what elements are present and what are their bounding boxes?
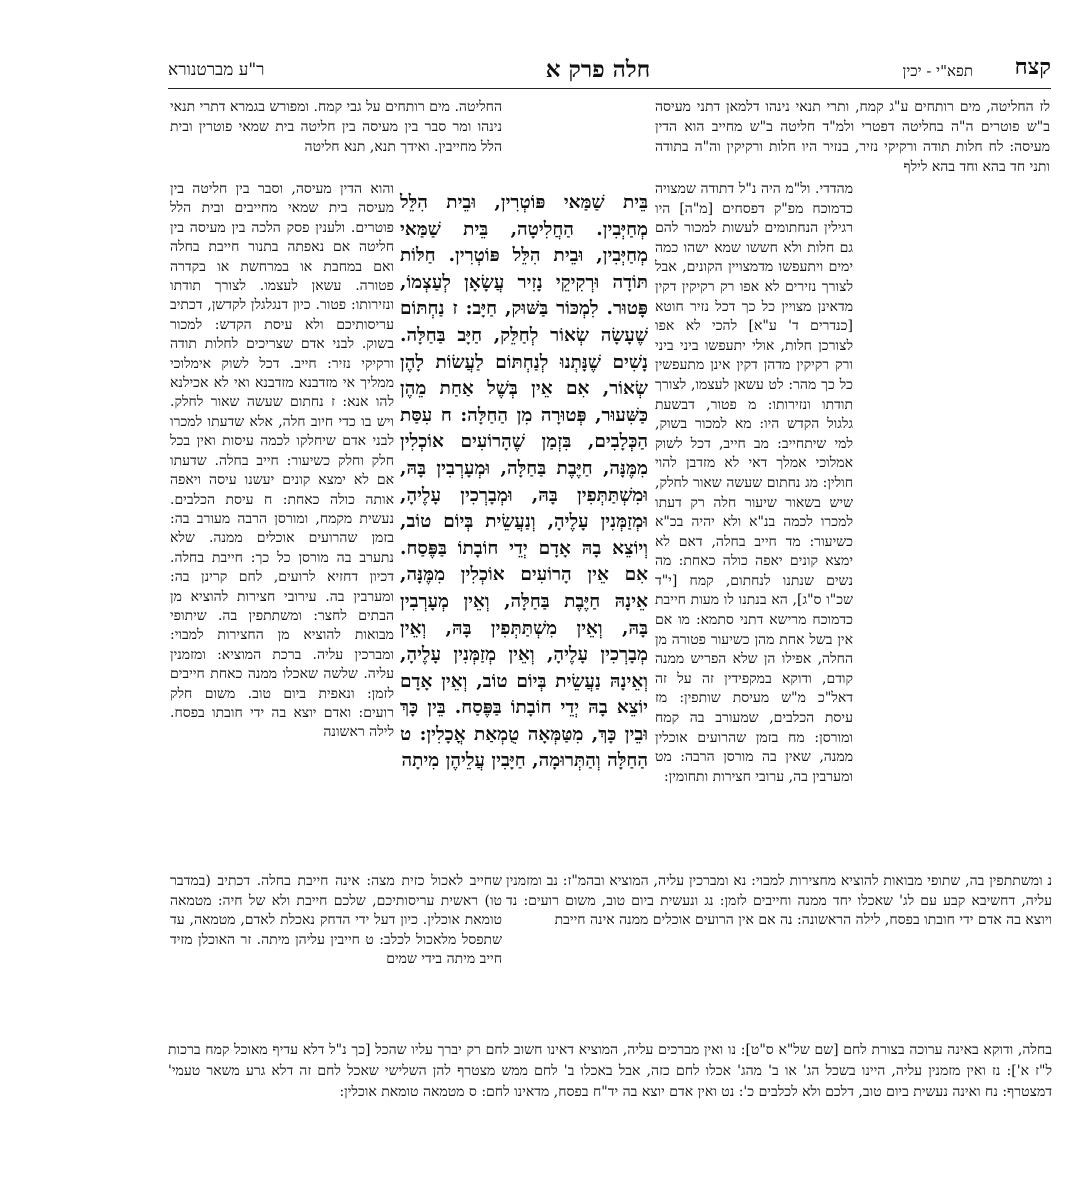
page-header — [168, 54, 1051, 88]
bartenura-commentary-column: והוא הדין מעיסה, וסבר בין חליטה בין מעיסה בית שמאי מחייבים ובית הלל פוטרים. ולענין פסק הלכה בין מעיסה בין חליטה אם נאפתה בתנור חייבת בחלה ואם במחבת או במרחשת או בקדרה פטורה. עשאן לעצמו. לצורך תודתו ונזירותו: פטור. כיון דנגלגלן לקדשן, דכתיב עריסותיכם ולא עיסת הקדש: למכור בשוק. לבני אדם שצריכים לחלות תודה ורקיקי נזיר: חייב. דכל לשוק אימלוכי ממליך אי מזדבנא מזדבנא ואי לא אכילנא להו אנא: ז נחתום שעשה שאור לחלק. ויש בו כדי חיוב חלה, אלא שדעתו למכרו לבני אדם שיחלקו לכמה עיסות ואין בכל חלק וחלק כשיעור: חייב בחלה. שדעתו אם לא ימצא קונים יעשנו עיסה ויאפה אותה כולה כאחת: ח עיסת הכלבים. נעשית מקמח, ומורסן הרבה מעורב בה: בזמן שהרועים אוכלים ממנה. שלא נתערב בה מורסן כל כך: חייבת בחלה. דכיון דחזיא לרועים, לחם קרינן בה: ומערבין בה. עירובי חצירות להוציא מן הבתים לחצר: ומשתתפין בה. שיתופי מבואות להוציא מן החצירות למבוי: ומברכין עליה. ברכת המוציא: ומזמנין עליה. שלשה שאכלו ממנה כאחת חייבים לזמן: ונאפית ביום טוב. משום חלק רועים: ואדם יוצא בה ידי חובתו בפסח. לילה ראשונה — [170, 181, 394, 741]
mishnah-text: בֵּית שַׁמַּאי פּוֹטְרִין, וּבֵית הִלֵּל מְחַיְּבִין. הַחֲלִיטָה, בֵּית שַׁמַּאי מְחַיְּבִין, וּבֵית הִלֵּל פּוֹטְרִין. חַלּוֹת תּוֹדָה וּרְקִיקֵי נָזִיר עֲשָׂאָן לְעַצְמוֹ, פָּטוּר. לִמְכּוֹר בַּשּׁוּק, חַיָּב: ז נַחְתּוֹם שֶׁעָשָׂה שְׂאוֹר לְחַלֵּק, חַיָּב בַּחַלָּה. נָשִׁים שֶׁנָּתְנוּ לְנַחְתּוֹם לַעֲשׂוֹת לָהֶן שְׂאוֹר, אִם אֵין בְּשֶׁל אַחַת מֵהֶן כַּשִּׁעוּר, פְּטוּרָה מִן הַחַלָּה: ח עִסַּת הַכְּלָבִים, בִּזְמַן שֶׁהָרוֹעִים אוֹכְלִין מִמֶּנָּה, חַיֶּבֶת בַּחַלָּה, וּמְעָרְבִין בָּהּ, וּמִשְׁתַּתְּפִין בָּהּ, וּמְבָרְכִין עָלֶיהָ, וּמְזַמְּנִין עָלֶיהָ, וְנַעֲשֵׂית בְּיוֹם טוֹב, וְיוֹצֵא בָהּ אָדָם יְדֵי חוֹבָתוֹ בַּפֶּסַח. אִם אֵין הָרוֹעִים אוֹכְלִין מִמֶּנָּה, אֵינָהּ חַיֶּבֶת בַּחַלָּה, וְאֵין מְעָרְבִין בָּהּ, וְאֵין מִשְׁתַּתְּפִין בָּהּ, וְאֵין מְבָרְכִין עָלֶיהָ, וְאֵין מְזַמְּנִין עָלֶיהָ, וְאֵינָהּ נַעֲשֵׂית בְּיוֹם טוֹב, וְאֵין אָדָם יוֹצֵא בָהּ יְדֵי חוֹבָתוֹ בַּפֶּסַח. בֵּין כָּךְ וּבֵין כָּךְ, מִטַּמְּאָה טֻמְאַת אֳכָלִין: ט הַחַלָּה וְהַתְּרוּמָה, חַיָּבִין עֲלֵיהֶן מִיתָה — [400, 192, 648, 772]
bartenura-commentary-bottom: שחייב לאכול כזית מצה: אינה חייבת בחלה. דכתיב (במדבר טו) ראשית עריסותיכם, שלכם חייבת ולא של חיה: מטמאה טומאת אוכלין. כיון דעל ידי הדחק נאכלת לאדם, מטמאה, עד שתפסל מלאכול לכלב: ט חייבין עליהן מיתה. זר האוכלן מזיד חייב מיתה בידי שמים — [170, 873, 502, 968]
commentary-label-tifereth: תפא"י - יכין — [902, 62, 973, 80]
commentary-label-bartenura: ר"ע מברטנורא — [168, 60, 265, 80]
footnotes: בחלה, ודוקא באינה ערוכה בצורת לחם [שם של"א ס"ט]: נו ואין מברכים עליה, המוציא דאינו חשוב לחם רק יברך עליו שהכל [כך נ"ל דלא עדיף מאוכל קמח ברכות ל"ז א']: נז ואין מזמנין עליה, היינו בשכל הג' או ב' מהג' אכלו לחם כזה, אבל באכלו ב' לחם ממש מצטרף להן השלישי שאכל לחם זה דלא גרע משאר טעמי' דמצטרף: נח ואינה נעשית ביום טוב, דלכם ולא לכלבים כ': נט ואין אדם יוצא בה יד"ח בפסח, מדאינו לחם: ס מטמאה טומאת אוכלין: — [168, 1042, 1052, 1100]
yachin-commentary-bottom: נ ומשתתפין בה, שתופי מבואות להוציא מחצירות למבוי: נא ומברכין עליה, המוציא ובהמ"ז: נב ומזמנין עליה, דחשיבא קבע עם לג' שאכלו יחד ממנה וחייבים לזמן: נג ונעשית ביום טוב, משום רועים: נד ויוצא בה אדם ידי חובתו בפסח, לילה הראשונה: נה אם אין הרועים אוכלים ממנה אינה חייבת — [506, 873, 1052, 929]
yachin-commentary-top: לז החליטה, מים רותחים ע"ג קמח, ותרי תנאי נינהו דלמאן דתני מעיסה ב"ש פוטרים ה"ה בחליטה דפטרי ולמ"ד חליטה ב"ש מחייב הוא הדין מעיסה: לח חלות תודה ורקיקי נזיר, בנזיר היו חלות ורקיקין וה"ה בתודה ותני חד בהא וחד בהא לילף — [655, 99, 1050, 175]
tractate-title: חלה פרק א — [545, 56, 651, 83]
bartenura-commentary-top: החליטה. מים רותחים על גבי קמח. ומפורש בגמרא דתרי תנאי נינהו ומר סבר בין מעיסה בין חליטה בית שמאי פוטרין ובית הלל מחייבין. ואידך תנא, תנא חליטה — [170, 99, 502, 155]
page-number: קצח — [1014, 54, 1051, 80]
yachin-commentary-column: מהדדי. ול"מ היה נ"ל דתודה שמצויה כדמוכח מפ"ק דפסחים [מ"ה] היו רגילין הנחתומים לעשות למכור להם גם חלות ולא חששו שמא ישהו כמה ימים ויתעפשו מדמצויין הקונים, אבל לצורך נזירים לא אפו רק רקיקין דקין מדאינן מצויין כל כך דכל נזיר חוטא [כנדרים ד' ע"א] להכי לא אפו לצורכן חלות, אולי יתעפשו ביני ביני ורק רקיקין מדהן דקין אינן מתעפשין כל כך מהר: לט עשאן לעצמו, לצורך תודתו ונזירותו: מ פטור, דבשעת גלגול הקדש היו: מא למכור בשוק, למי שיתחייב: מב חייב, דכל לשוק אמלוכי אמלך דאי לא מזדבן להוי חולין: מג נחתום שעשה שאור לחלק, שיש בשאור שיעור חלה רק דעתו למכרו לכמה בנ"א ולא יהיה בכ"א כשיעור: מד חייב בחלה, דאם לא ימצא קונים יאפה כולה כאחת: מה נשים שנתנו לנחתום, קמח [י"ד שכ"ו ס"ג], הא בנתנו לו מעות חייבת כדמוכח מרישא דתני סתמא: מו אם אין בשל אחת מהן כשיעור פטורה מן החלה, אפילו הן שלא הפריש ממנה קודם, ודוקא במקפידין זה על זה דאל"כ מ"ש מעיסת שותפין: מז עיסת הכלבים, שמעורב בה קמח ומורסן: מח בזמן שהרועים אוכלין ממנה, שאין בה מורסן הרבה: מט ומערבין בה, ערובי חצירות ותחומין: — [655, 181, 853, 785]
header-rule — [168, 88, 1051, 89]
